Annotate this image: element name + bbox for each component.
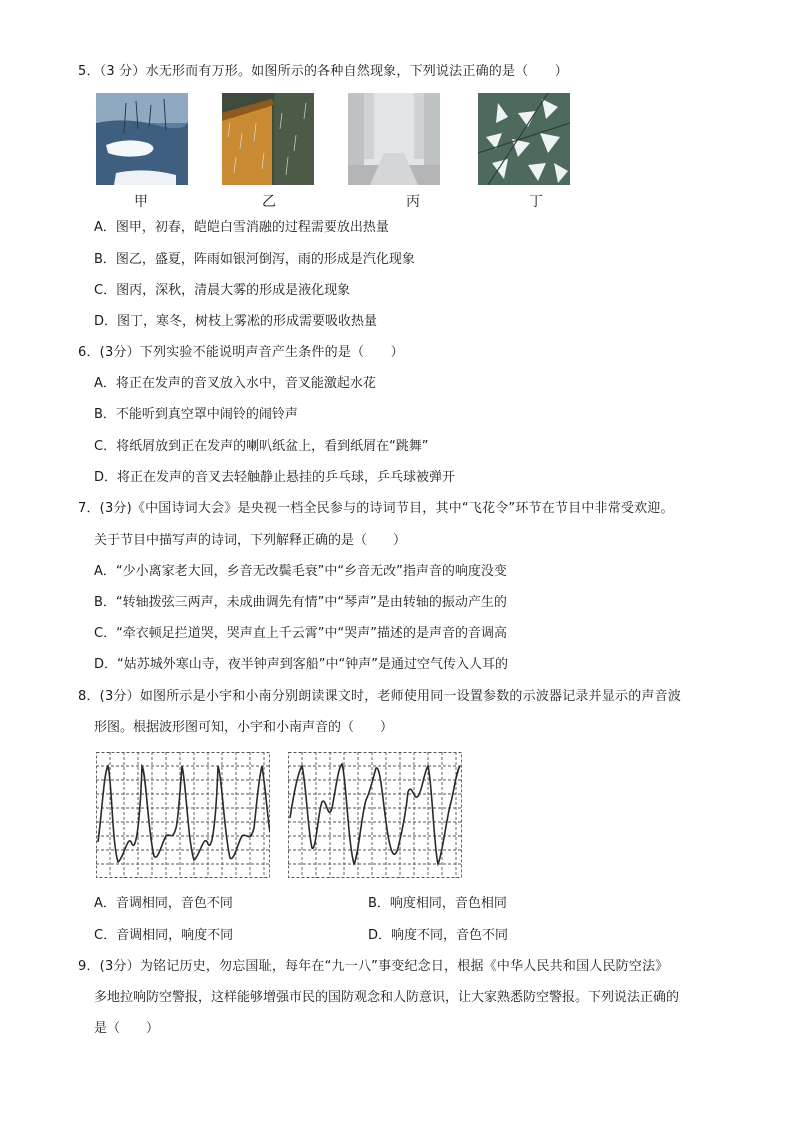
q5-option-b[interactable]: B．图乙，盛夏，阵雨如银河倒泻，雨的形成是汽化现象 — [94, 252, 415, 267]
photo-melting-snow — [96, 93, 188, 185]
q7-option-d[interactable]: D．“姑苏城外寒山寺，夜半钟声到客船”中“钟声”是通过空气传入人耳的 — [94, 657, 508, 672]
q7-option-a[interactable]: A．“少小离家老大回，乡音无改鬓毛衰”中“乡音无改”指声音的响度没变 — [94, 564, 507, 579]
caption-ding: 丁 — [529, 194, 543, 210]
q7-option-b[interactable]: B．“转轴拨弦三两声，未成曲调先有情”中“琴声”是由转轴的振动产生的 — [94, 595, 507, 610]
q5-stem: 5．（3 分）水无形而有万形。如图所示的各种自然现象，下列说法正确的是（ ） — [78, 64, 568, 79]
q8-stem-line2: 形图。根据波形图可知，小宇和小南声音的（ ） — [94, 720, 394, 735]
q5-option-c[interactable]: C．图丙，深秋，清晨大雾的形成是液化现象 — [94, 283, 351, 298]
q6-option-d[interactable]: D．将正在发声的音叉去轻触静止悬挂的乒乓球，乒乓球被弹开 — [94, 470, 456, 485]
q8-option-d[interactable]: D．响度不同，音色不同 — [368, 928, 509, 943]
q6-option-b[interactable]: B．不能听到真空罩中闹铃的闹铃声 — [94, 407, 298, 422]
q9-stem-line3: 是（ ） — [94, 1021, 160, 1036]
q8-option-a[interactable]: A．音调相同，音色不同 — [94, 896, 233, 911]
photo-rime — [478, 93, 570, 185]
waveform-xiaonan — [288, 752, 462, 882]
q7-option-c[interactable]: C．“牵衣顿足拦道哭，哭声直上千云霄”中“哭声”描述的是声音的音调高 — [94, 626, 508, 641]
q8-stem-line1: 8．(3分）如图所示是小宇和小南分别朗读课文时，老师使用同一设置参数的示波器记录并显示的声音波 — [78, 689, 682, 704]
caption-jia: 甲 — [134, 194, 148, 210]
q7-stem-line1: 7．(3分)《中国诗词大会》是央视一档全民参与的诗词节目，其中“飞花令”环节在节目中非常受欢迎。 — [78, 501, 674, 516]
q6-option-c[interactable]: C．将纸屑放到正在发声的喇叭纸盆上，看到纸屑在“跳舞” — [94, 439, 429, 454]
q6-option-a[interactable]: A．将正在发声的音叉放入水中，音叉能激起水花 — [94, 376, 376, 391]
caption-yi: 乙 — [262, 194, 276, 210]
q7-stem-line2: 关于节目中描写声的诗词，下列解释正确的是（ ） — [94, 533, 407, 548]
q6-stem: 6．(3分）下列实验不能说明声音产生条件的是（ ） — [78, 345, 404, 360]
photo-fog — [348, 93, 440, 185]
photo-rain — [222, 93, 314, 185]
q8-option-c[interactable]: C．音调相同，响度不同 — [94, 928, 234, 943]
q8-option-b[interactable]: B．响度相同，音色相同 — [368, 896, 507, 911]
q9-stem-line1: 9．(3分）为铭记历史，勿忘国耻，每年在“九一八”事变纪念日，根据《中华人民共和国人民防空法》 — [78, 959, 669, 974]
caption-bing: 丙 — [406, 194, 420, 210]
waveform-xiaoyu — [96, 752, 270, 882]
q5-option-a[interactable]: A．图甲，初春，皑皑白雪消融的过程需要放出热量 — [94, 220, 389, 235]
q5-option-d[interactable]: D．图丁，寒冬，树枝上雾凇的形成需要吸收热量 — [94, 314, 378, 329]
q9-stem-line2: 多地拉响防空警报，这样能够增强市民的国防观念和人防意识，让大家熟悉防空警报。下列说法正确的 — [94, 990, 680, 1005]
